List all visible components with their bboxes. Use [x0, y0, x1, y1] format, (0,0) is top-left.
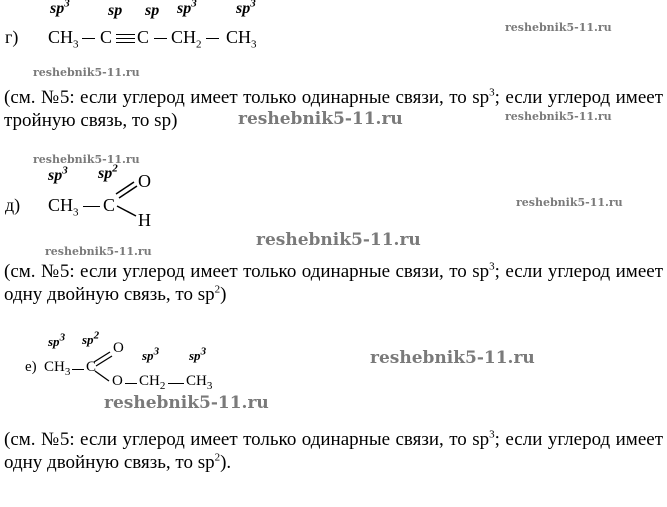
watermark: reshebnik5-11.ru [505, 21, 612, 34]
hyb-label: sp [108, 2, 123, 19]
item-label: г) [5, 27, 19, 47]
hyb-label: $sp^2$ [82, 329, 100, 347]
watermark: reshebnik5-11.ru [33, 153, 140, 166]
watermark: reshebnik5-11.ru [256, 230, 421, 250]
explanation-paragraph: (см. №5: если углерод имеет только одинарные связи, то $sp^3$; если углерод имеет тройную связь, то sp) [4, 86, 663, 131]
hyb-label: $sp^3$ [50, 0, 70, 17]
formula-group: C [137, 27, 150, 47]
triple-bond-middle [116, 38, 135, 39]
watermark: reshebnik5-11.ru [104, 393, 269, 413]
formula-group: C [103, 195, 116, 215]
formula-group: $CH_3$ [44, 359, 71, 378]
item-label: д) [5, 195, 21, 215]
formula-group: $CH_2$ [171, 27, 202, 51]
single-bond [168, 383, 184, 384]
single-bond [82, 38, 95, 39]
hyb-label: $sp^3$ [189, 345, 207, 363]
explanation-paragraph: (см. №5: если углерод имеет только одинарные связи, то $sp^3$; если углерод имеет одну двойную связь, то $sp^2$). [4, 428, 663, 473]
watermark: reshebnik5-11.ru [45, 245, 152, 258]
hyb-label: $sp^3$ [48, 164, 68, 184]
hydrogen-atom: H [138, 210, 151, 230]
single-bond [83, 206, 100, 207]
formula-group: $CH_3$ [226, 27, 257, 51]
watermark: reshebnik5-11.ru [370, 348, 535, 368]
watermark: reshebnik5-11.ru [33, 66, 140, 79]
single-bond [125, 383, 137, 384]
formula-group: $CH_3$ [186, 373, 213, 392]
formula-group: $CH_3$ [48, 27, 79, 51]
single-bond [206, 38, 219, 39]
hyb-label: $sp^2$ [98, 162, 118, 182]
formula-group: C [100, 27, 113, 47]
hyb-label: $sp^3$ [142, 345, 160, 363]
hyb-label: sp [145, 2, 160, 19]
single-bond [154, 38, 167, 39]
hyb-label: $sp^3$ [236, 0, 256, 17]
oxygen-atom: O [138, 171, 151, 191]
oxygen-atom: O [113, 340, 124, 356]
watermark: reshebnik5-11.ru [516, 196, 623, 209]
hyb-label: $sp^3$ [48, 331, 66, 349]
hyb-label: $sp^3$ [177, 0, 197, 17]
formula-group: $CH_2$ [139, 373, 166, 392]
formula-group: $CH_3$ [48, 195, 79, 219]
explanation-paragraph: (см. №5: если углерод имеет только одинарные связи, то $sp^3$; если углерод имеет одну двойную связь, то $sp^2$) [4, 260, 663, 305]
item-label: е) [25, 359, 37, 375]
single-bond [72, 369, 84, 370]
formula-group: C [86, 359, 97, 375]
watermark: reshebnik5-11.ru [238, 109, 403, 129]
oxygen-atom: O [112, 373, 123, 389]
watermark: reshebnik5-11.ru [505, 110, 612, 123]
